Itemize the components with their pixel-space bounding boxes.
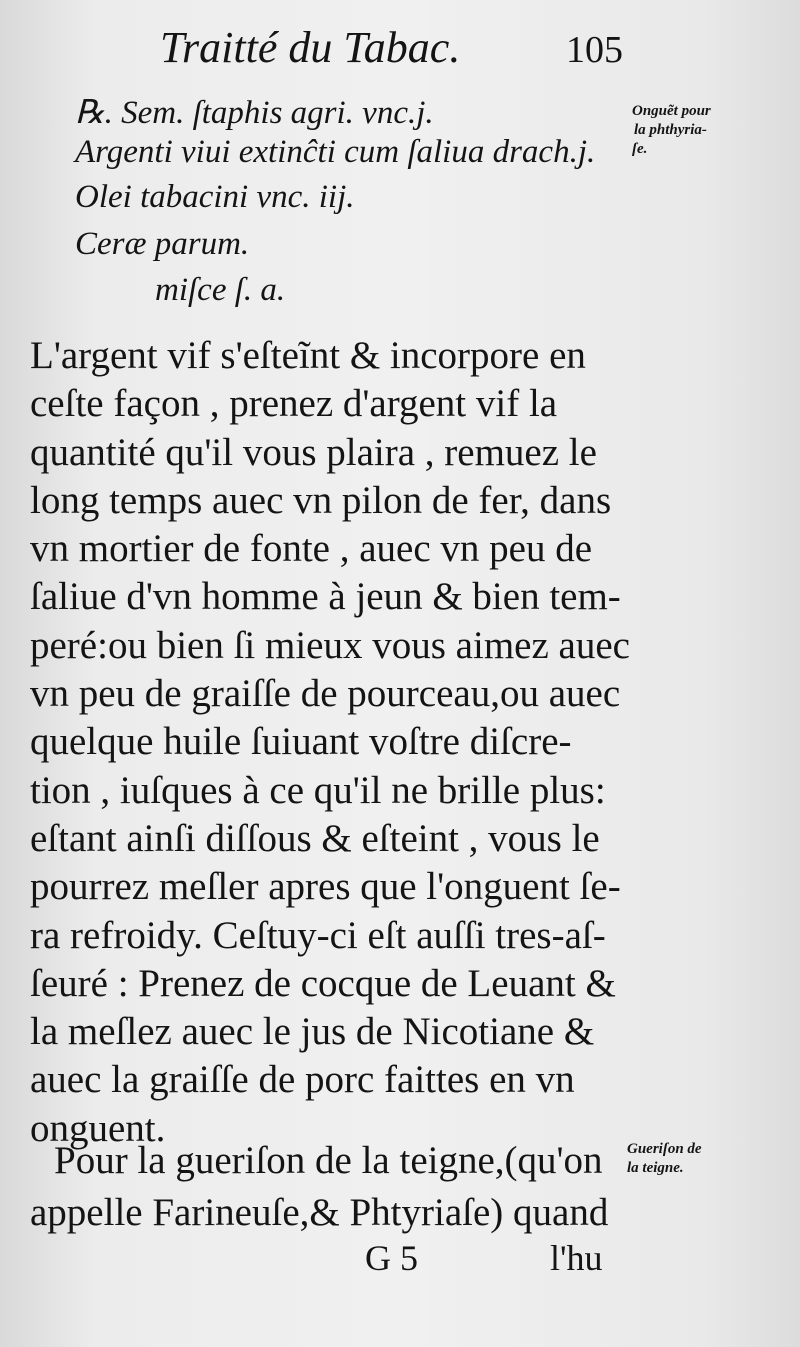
text-line: ſaliue d'vn homme à jeun & bien tem- xyxy=(30,575,621,619)
text-line: ra refroidy. Ceſtuy-ci eſt auſſi tres-aſ- xyxy=(30,913,606,957)
text-line: eſtant ainſi diſſous & eſteint , vous le xyxy=(30,816,600,860)
text-line: ſeuré : Prenez de cocque de Leuant & xyxy=(30,961,616,1005)
margin-note-line: ſe. xyxy=(632,141,648,157)
text-line: appelle Farineuſe,& Phtyriaſe) quand xyxy=(30,1191,609,1234)
recipe-line: Ceræ parum. xyxy=(75,226,250,262)
margin-note-ringworm xyxy=(627,1140,702,1178)
recipe-line: miſce ſ. a. xyxy=(155,272,286,308)
paragraph-1 xyxy=(30,332,630,1153)
margin-note-line: Onguẽt pour xyxy=(632,103,711,119)
text-line: long temps auec vn pilon de fer, dans xyxy=(30,478,612,522)
margin-note-line: la phthyria- xyxy=(634,122,707,138)
recipe-line: Argenti viui extinĉti cum ſaliua drach.j. xyxy=(75,134,596,170)
paragraph-2 xyxy=(30,1135,620,1239)
text-line: auec la graiſſe de porc faittes en vn xyxy=(30,1058,575,1102)
text-line: ceſte façon , prenez d'argent vif la xyxy=(30,382,558,426)
recipe-line: Olei tabacini vnc. iij. xyxy=(75,179,355,215)
text-line: quantité qu'il vous plaira , remuez le xyxy=(30,430,597,474)
text-line: vn peu de graiſſe de pourceau,ou auec xyxy=(30,672,621,716)
catchword: l'hu xyxy=(550,1238,603,1278)
text-line: quelque huile ſuiuant voſtre diſcre- xyxy=(30,720,572,764)
text-line: L'argent vif s'eſteĩnt & incorpore en xyxy=(30,334,586,377)
text-line: la meſlez auec le jus de Nicotiane & xyxy=(30,1010,595,1054)
margin-note-ointment xyxy=(632,102,711,159)
signature-mark: G 5 xyxy=(365,1238,418,1278)
text-line: peré:ou bien ſi mieux vous aimez auec xyxy=(30,623,630,667)
text-line: pourrez meſler apres que l'onguent ſe- xyxy=(30,865,621,909)
running-title: Traitté du Tabac. xyxy=(160,23,461,72)
text-line: tion , iuſques à ce qu'il ne brille plus: xyxy=(30,768,606,812)
margin-note-line: Gueriſon de xyxy=(627,1141,702,1157)
text-line: onguent. xyxy=(30,1106,166,1150)
recipe-line: ℞. Sem. ſtaphis agri. vnc.j. xyxy=(75,95,434,131)
margin-note-line: la teigne. xyxy=(627,1160,684,1176)
page-number: 105 xyxy=(566,29,623,71)
text-line: vn mortier de fonte , auec vn peu de xyxy=(30,527,593,571)
text-line: Pour la gueriſon de la teigne,(qu'on xyxy=(54,1139,603,1182)
